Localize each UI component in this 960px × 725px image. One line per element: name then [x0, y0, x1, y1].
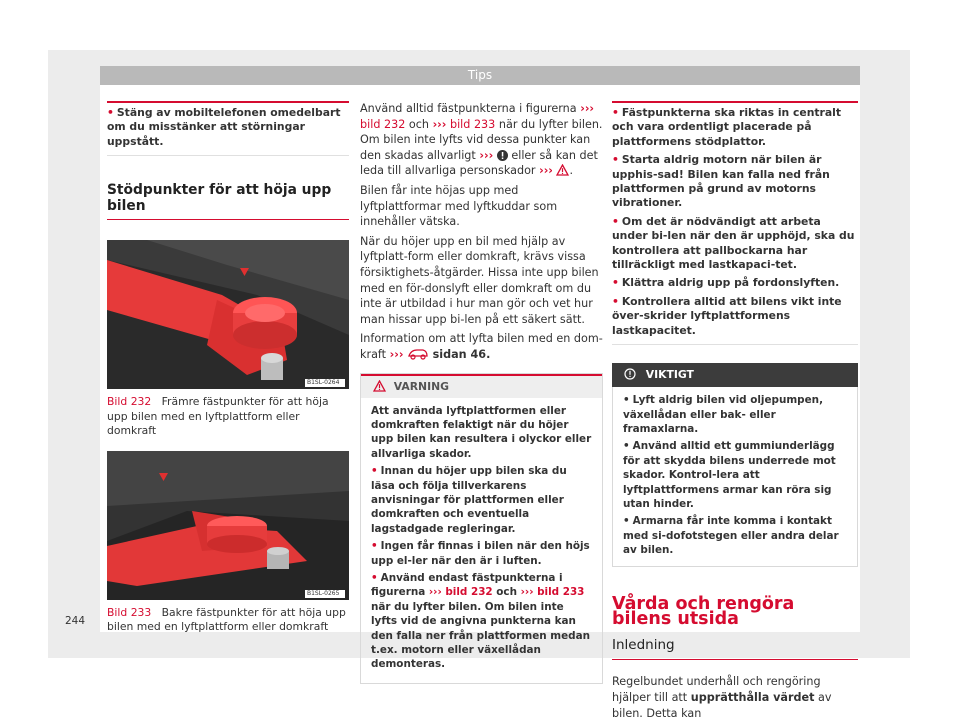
warning-item	[371, 539, 592, 568]
viktigt-title: VIKTIGT	[645, 368, 694, 382]
viktigt-body	[612, 387, 858, 566]
link-arrow: ›››	[432, 117, 447, 131]
warning-item	[371, 571, 592, 672]
figure-label: Bild 233	[107, 605, 152, 619]
stop-item	[612, 295, 858, 338]
bullet: •	[612, 153, 619, 167]
text: av bilen. Detta kan	[612, 690, 832, 720]
bullet: •	[371, 465, 378, 478]
text: Starta aldrig motorn när bilen är upphis-sad! Bilen kan falla ned från plattformen på grund av motorns vibrationer.	[612, 153, 830, 210]
text: Använd endast fästpunkterna i figurerna	[371, 571, 563, 599]
figure-232	[107, 240, 349, 389]
bullet: •	[623, 394, 630, 407]
ref-bild-233[interactable]: bild 233	[449, 117, 496, 131]
warning-body	[361, 398, 602, 683]
viktigt-item	[623, 514, 847, 557]
viktigt-header	[612, 363, 858, 387]
left-column	[107, 101, 349, 634]
front-lift-point-photo	[107, 240, 349, 389]
ref-bild-232[interactable]: bild 232	[360, 117, 406, 131]
warning-header	[361, 374, 602, 398]
warning-triangle-icon	[556, 164, 569, 176]
warning-box	[360, 373, 603, 684]
stop-note-text: Stäng av mobiltelefonen omedelbart om du misstänker att störningar uppstått.	[107, 106, 341, 148]
intro-paragraph	[612, 674, 858, 721]
page-ref[interactable]: sidan 46.	[432, 347, 491, 361]
link-arrow: ›››	[428, 586, 442, 599]
link-arrow: ›››	[539, 164, 553, 178]
text: när du lyfter bilen. Om bilen inte lyfts vid dessa punkter kan den skadas allvarligt	[360, 117, 603, 162]
figure-caption-text: Främre fästpunkter för att höja upp bilen med en lyftplattform eller domkraft	[107, 395, 329, 438]
bullet: •	[612, 106, 619, 119]
bullet: •	[623, 515, 630, 528]
paragraph-2: Bilen får inte höjas upp med lyftplattformar med lyftkuddar som innehåller vätska.	[360, 183, 558, 229]
text: Lyft aldrig bilen vid oljepumpen, växellådan eller bak- eller framaxlarna.	[623, 394, 824, 435]
link-arrow: ›››	[479, 148, 494, 162]
text: Innan du höjer upp bilen ska du läsa och följa tillverkarens anvisningar för plattformen eller domkraften och eventuella lagstadgade regleringar.	[371, 465, 567, 535]
right-column	[612, 101, 858, 725]
figure-caption-text: Bakre fästpunkter för att höja upp bilen med en lyftplattform eller domkraft	[107, 605, 346, 634]
bullet: •	[371, 540, 378, 553]
text: Ingen får finnas i bilen när den höjs upp el-ler när den är i luften.	[371, 540, 590, 567]
paragraph-3: När du höjer upp en bil med hjälp av lyftplatt-form eller domkraft, krävs vissa försiktighets-åtgärder. Hissa inte upp bilen med en för-donslyft eller domkraft om du inte är utbildad i hur man gör och vet hur man hissar upp bi-len på ett säkert sätt.	[360, 234, 599, 326]
car-jack-icon	[407, 347, 429, 360]
text: Använd alltid ett gummiunderlägg för att skydda bilens underrede mot skador. Kontrol-lera att lyftplattformens armar kan röra sig utan hinder.	[623, 440, 836, 510]
stop-item	[612, 153, 858, 211]
text: Fästpunkterna ska riktas in centralt och vara ordentligt placerade på plattformens stödplattor.	[612, 106, 842, 148]
stop-list	[612, 101, 858, 345]
subsection-title: Inledning	[612, 638, 858, 661]
header-band: Tips	[100, 66, 860, 85]
viktigt-item	[623, 439, 847, 511]
viktigt-box	[612, 363, 858, 566]
stop-item	[612, 106, 858, 149]
bullet: •	[107, 106, 114, 119]
bullet: •	[623, 440, 630, 453]
figure-caption-233	[107, 606, 349, 635]
text: eller så kan det leda till allvarliga personskador	[360, 148, 598, 178]
ref-bild-232[interactable]: bild 232	[445, 586, 493, 599]
text: Information om att lyfta bilen med en dom-kraft	[360, 332, 603, 361]
stop-note	[107, 101, 349, 156]
paragraph-4	[360, 331, 603, 362]
attention-icon	[497, 150, 508, 161]
text: Kontrollera alltid att bilens vikt inte över-skrider lyftplattformens lastkapacitet.	[612, 294, 842, 337]
section-title: Stödpunkter för att höja upp bilen	[107, 183, 349, 220]
figure-code: B1SL-0265	[307, 589, 340, 597]
link-arrow: ›››	[520, 586, 534, 599]
text: Klättra aldrig upp på fordonslyften.	[621, 276, 840, 290]
page-number: 244	[65, 615, 86, 627]
figure-233	[107, 451, 349, 600]
info-circle-icon	[624, 368, 636, 380]
bold-text: upprätthålla värdet	[690, 690, 815, 704]
text: när du lyfter bilen. Om bilen inte lyfts vid de angivna punkterna kan den falla ner från plattformen medan t.ex. motorn eller växellådan demonteras.	[371, 600, 590, 671]
stop-item	[612, 276, 858, 290]
middle-column	[360, 101, 603, 684]
figure-code: B1SL-0264	[307, 379, 340, 387]
text: Regelbundet underhåll och rengöring hjälper till att	[612, 675, 821, 704]
warning-item	[371, 464, 592, 536]
link-arrow: ›››	[580, 102, 595, 115]
paragraph-1: Använd alltid fästpunkterna i figurerna ››› bild 232 och ››› bild 233 när du lyfter bilen. Om bilen inte lyfts vid dessa punkter kan den skadas allvarligt ››› eller så kan det leda till allvarliga personskador ››› .	[360, 102, 603, 178]
text: och	[496, 586, 517, 599]
warning-intro: Att använda lyftplattformen eller domkraften felaktigt när du höjer upp bilen kan resultera i olyckor eller allvarliga skador.	[371, 404, 592, 460]
figure-caption-232	[107, 395, 349, 438]
bullet: •	[612, 214, 619, 228]
bullet: •	[371, 571, 378, 584]
text: Armarna får inte komma i kontakt med si-dofotstegen eller andra delar av bilen.	[623, 515, 839, 557]
link-arrow: ›››	[389, 347, 404, 361]
bullet: •	[612, 276, 619, 290]
text: och	[408, 117, 429, 131]
viktigt-item	[623, 393, 847, 436]
ref-bild-233[interactable]: bild 233	[537, 586, 585, 599]
warning-title: VARNING	[393, 379, 450, 393]
chapter-title: Vårda och rengöra bilens utsida	[612, 593, 795, 630]
bullet: •	[612, 294, 619, 308]
rear-lift-point-photo	[107, 451, 349, 600]
stop-item	[612, 215, 858, 273]
text: Om det är nödvändigt att arbeta under bi-len när den är upphöjd, ska du kontrollera att pallbockarna har tillräckligt med lastkapaci-tet.	[612, 214, 855, 272]
warning-triangle-icon	[373, 380, 386, 392]
figure-label: Bild 232	[107, 395, 152, 409]
text: Använd alltid fästpunkterna i figurerna	[360, 102, 577, 115]
